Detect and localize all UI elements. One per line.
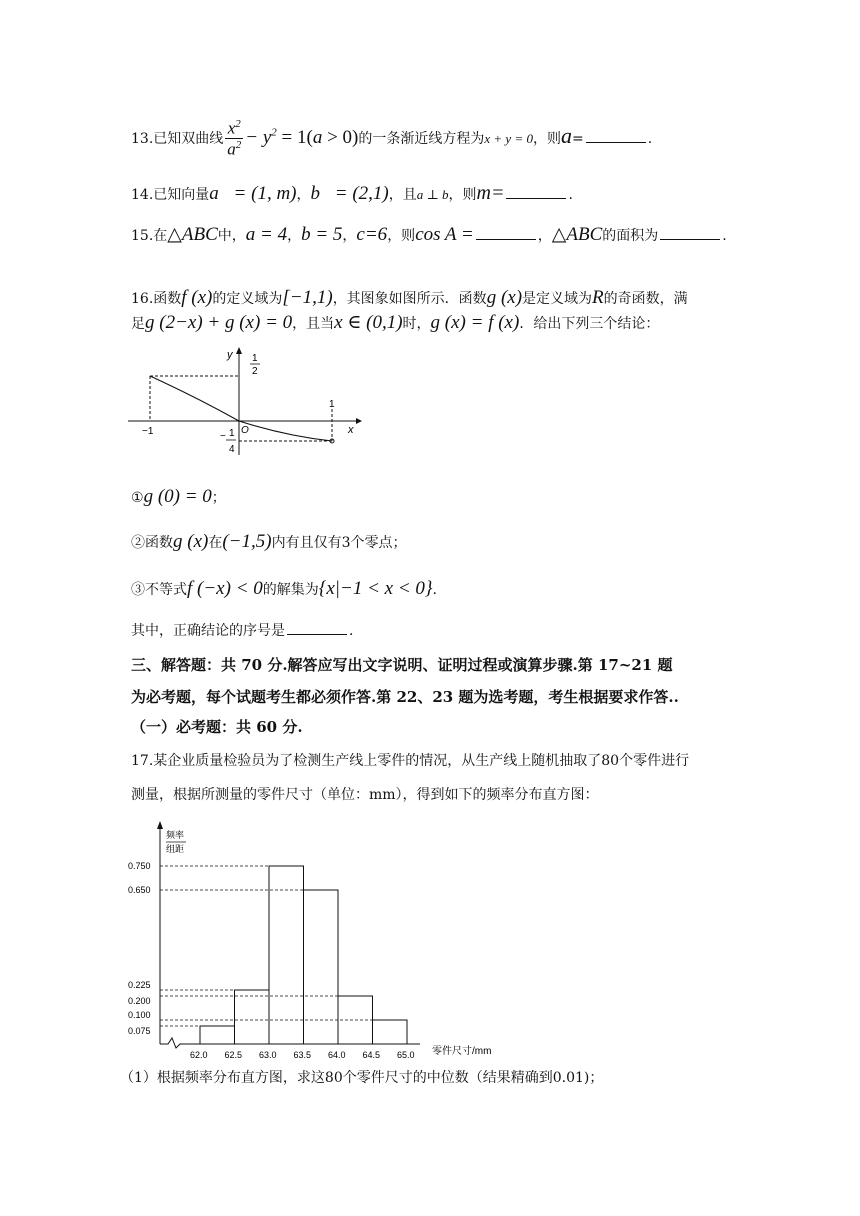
conclusion-3	[131, 578, 437, 601]
c2-in: 在	[208, 535, 223, 551]
q13-prefix: 13.已知双曲线	[131, 130, 224, 147]
hist-bar-3	[304, 890, 339, 1044]
quarter-tick-den: 4	[229, 444, 235, 455]
q16-line1b: 的定义域为	[212, 291, 283, 307]
q17-line1: 17.某企业质量检验员为了检测生产线上零件的情况，从生产线上随机抽取了80个零件进行	[131, 753, 690, 769]
vector-b-symbol: b⃗	[310, 183, 335, 204]
hist-ytick-0.075: 0.075	[128, 1026, 151, 1036]
question-13	[131, 118, 652, 160]
hist-xtick-64.0: 64.0	[328, 1050, 346, 1060]
hist-ytick-0.650: 0.650	[128, 885, 151, 895]
q16-line1c: ，其图象如图所示．函数	[332, 291, 487, 307]
q14-variable: m=	[476, 182, 505, 204]
c2-end: 内有且仅有3个零点；	[271, 535, 407, 551]
function-graph	[126, 345, 366, 457]
hist-xtick-63.0: 63.0	[259, 1050, 277, 1060]
q16-line1e: 的奇函数，满	[603, 291, 688, 307]
q16-answer-line	[131, 620, 353, 640]
conclusion-1	[131, 486, 226, 509]
side-b: b = 5	[301, 224, 343, 245]
q15-end: .	[722, 228, 727, 244]
y-axis-label: y	[227, 349, 233, 361]
hist-bar-1	[235, 990, 270, 1044]
hist-xlabel: 零件尺寸/mm	[432, 1046, 492, 1057]
section-3-line3: （一）必考题：共 60 分.	[131, 718, 303, 736]
q13-answer-blank[interactable]	[586, 128, 646, 143]
hist-ytick-0.100: 0.100	[128, 1010, 151, 1020]
q17-line2: 测量，根据所测量的零件尺寸（单位：mm），得到如下的频率分布直方图：	[131, 787, 599, 803]
c1-end: ；	[211, 490, 226, 506]
hist-bar-2	[269, 866, 304, 1044]
c1-statement: g (0) = 0	[143, 486, 212, 507]
hist-ylabel-bottom: 组距	[166, 844, 185, 854]
q15-text3: ，	[537, 228, 552, 244]
hist-y-arrow	[157, 821, 163, 829]
hist-bar-5	[373, 1020, 408, 1044]
c2-mark: ②函数	[131, 535, 173, 551]
hist-xtick-62.0: 62.0	[190, 1050, 208, 1060]
q13-variable: a	[560, 122, 572, 148]
question-14: 14.已知向量a⃗= (1, m)，b⃗= (2,1)，且a ⊥ b，则m= .	[131, 182, 573, 204]
side-a: a = 4	[245, 224, 288, 245]
q16-line2b: ，且当	[292, 316, 335, 332]
quarter-tick-num: 1	[229, 428, 235, 439]
triangle-abc: △ABC	[167, 224, 218, 245]
domain-interval: [−1,1)	[282, 287, 333, 308]
q13-end: .	[647, 130, 653, 147]
q15-text4: 的面积为	[602, 228, 659, 244]
c3-inequality: f (−x) < 0	[187, 578, 263, 599]
cos-a: cos A =	[415, 224, 474, 245]
x-condition: x ∈ (0,1)	[334, 312, 403, 333]
hist-bar-0	[200, 1026, 235, 1044]
vector-b-def: = (2,1)	[334, 183, 389, 204]
q15-text2: ，则	[387, 228, 416, 244]
q14-end: .	[568, 187, 573, 203]
hist-ylabel-top: 频率	[166, 830, 185, 840]
c3-mark: ③不等式	[131, 582, 187, 598]
q16-answer-prefix: 其中，正确结论的序号是	[131, 623, 285, 639]
q14-cond: ，且	[388, 187, 417, 203]
q16-line2d: ．给出下列三个结论：	[519, 316, 660, 332]
q13-eq: =	[571, 130, 584, 147]
half-tick-den: 2	[252, 366, 258, 377]
c1-mark: ①	[131, 490, 144, 506]
function-f: f (x)	[181, 287, 213, 308]
conclusion-2	[131, 531, 407, 554]
real-set: R	[592, 287, 604, 308]
x-axis-label: x	[348, 424, 354, 436]
triangle-abc-2: △ABC	[551, 224, 603, 245]
q17-part1: （1）根据频率分布直方图，求这80个零件尺寸的中位数（结果精确到0.01)；	[120, 1070, 604, 1086]
hist-xtick-65.0: 65.0	[397, 1050, 415, 1060]
hyperbola-equation-rest: − $y^2 = 1(a > 0)$	[245, 126, 359, 148]
quarter-tick-sign: −	[220, 431, 226, 442]
question-15: 15.在△ABC中，a = 4，b = 5，c=6，则cos A = ，△ABC的面积为 .	[131, 224, 727, 245]
q13-mid: 的一条渐近线方程为	[358, 130, 485, 147]
q16-line1a: 16.函数	[131, 291, 182, 307]
function-g: g (x)	[486, 287, 523, 308]
origin-label: O	[241, 425, 249, 436]
hist-ytick-0.750: 0.750	[128, 861, 151, 871]
q16-line2a: 足	[131, 316, 145, 332]
q14-answer-blank[interactable]	[506, 184, 566, 199]
vector-a-def: = (1, m)	[233, 183, 297, 204]
x-axis-arrow	[356, 418, 362, 424]
g-equation: g (2−x) + g (x) = 0	[145, 312, 293, 333]
q16-line1d: 是定义域为	[522, 291, 593, 307]
q13-then: ，则	[532, 130, 561, 147]
one-tick: 1	[329, 399, 335, 410]
neg-one-tick: −1	[142, 426, 154, 437]
q14-then: ，则	[448, 187, 477, 203]
q15-cos-blank[interactable]	[476, 225, 536, 240]
y-axis-arrow	[236, 347, 242, 354]
section-3-line1: 三、解答题：共 70 分.解答应写出文字说明、证明过程或演算步骤.第 17~21 题	[131, 656, 673, 674]
q15-area-blank[interactable]	[660, 225, 720, 240]
c3-solution-set: {x|−1 < x < 0}	[318, 578, 433, 599]
half-tick-num: 1	[252, 353, 258, 364]
hist-ytick-0.225: 0.225	[128, 980, 151, 990]
c3-end: .	[432, 582, 437, 598]
q14-prefix: 14.已知向量	[131, 187, 210, 203]
c3-mid: 的解集为	[262, 582, 319, 598]
c2-interval: (−1,5)	[222, 531, 272, 552]
hist-xtick-63.5: 63.5	[293, 1050, 312, 1060]
section-3-line2: 为必考题，每个试题考生都必须作答.第 22、23 题为选考题，考生根据要求作答..	[131, 688, 679, 706]
asymptote-equation: x + y = 0	[484, 130, 533, 146]
hist-ytick-0.200: 0.200	[128, 996, 151, 1006]
vector-a-symbol: a⃗	[209, 183, 234, 204]
question-16-line1	[131, 287, 688, 310]
q16-answer-blank[interactable]	[287, 620, 347, 635]
hyperbola-fraction: $\frac{x^2}{a^2}$	[227, 118, 242, 159]
perpendicular-condition: a ⊥ b	[416, 187, 449, 202]
hist-xtick-64.5: 64.5	[362, 1050, 381, 1060]
frequency-histogram	[120, 818, 520, 1063]
g-equals-f: g (x) = f (x)	[430, 312, 520, 333]
side-c: c=6	[356, 224, 388, 245]
q16-line2c: 时，	[402, 316, 431, 332]
q15-text1: 中，	[217, 228, 246, 244]
question-16-line2	[131, 312, 659, 335]
c2-function: g (x)	[173, 531, 209, 552]
q15-prefix: 15.在	[131, 228, 168, 244]
q16-answer-end: .	[349, 623, 354, 639]
hist-xtick-62.5: 62.5	[224, 1050, 243, 1060]
